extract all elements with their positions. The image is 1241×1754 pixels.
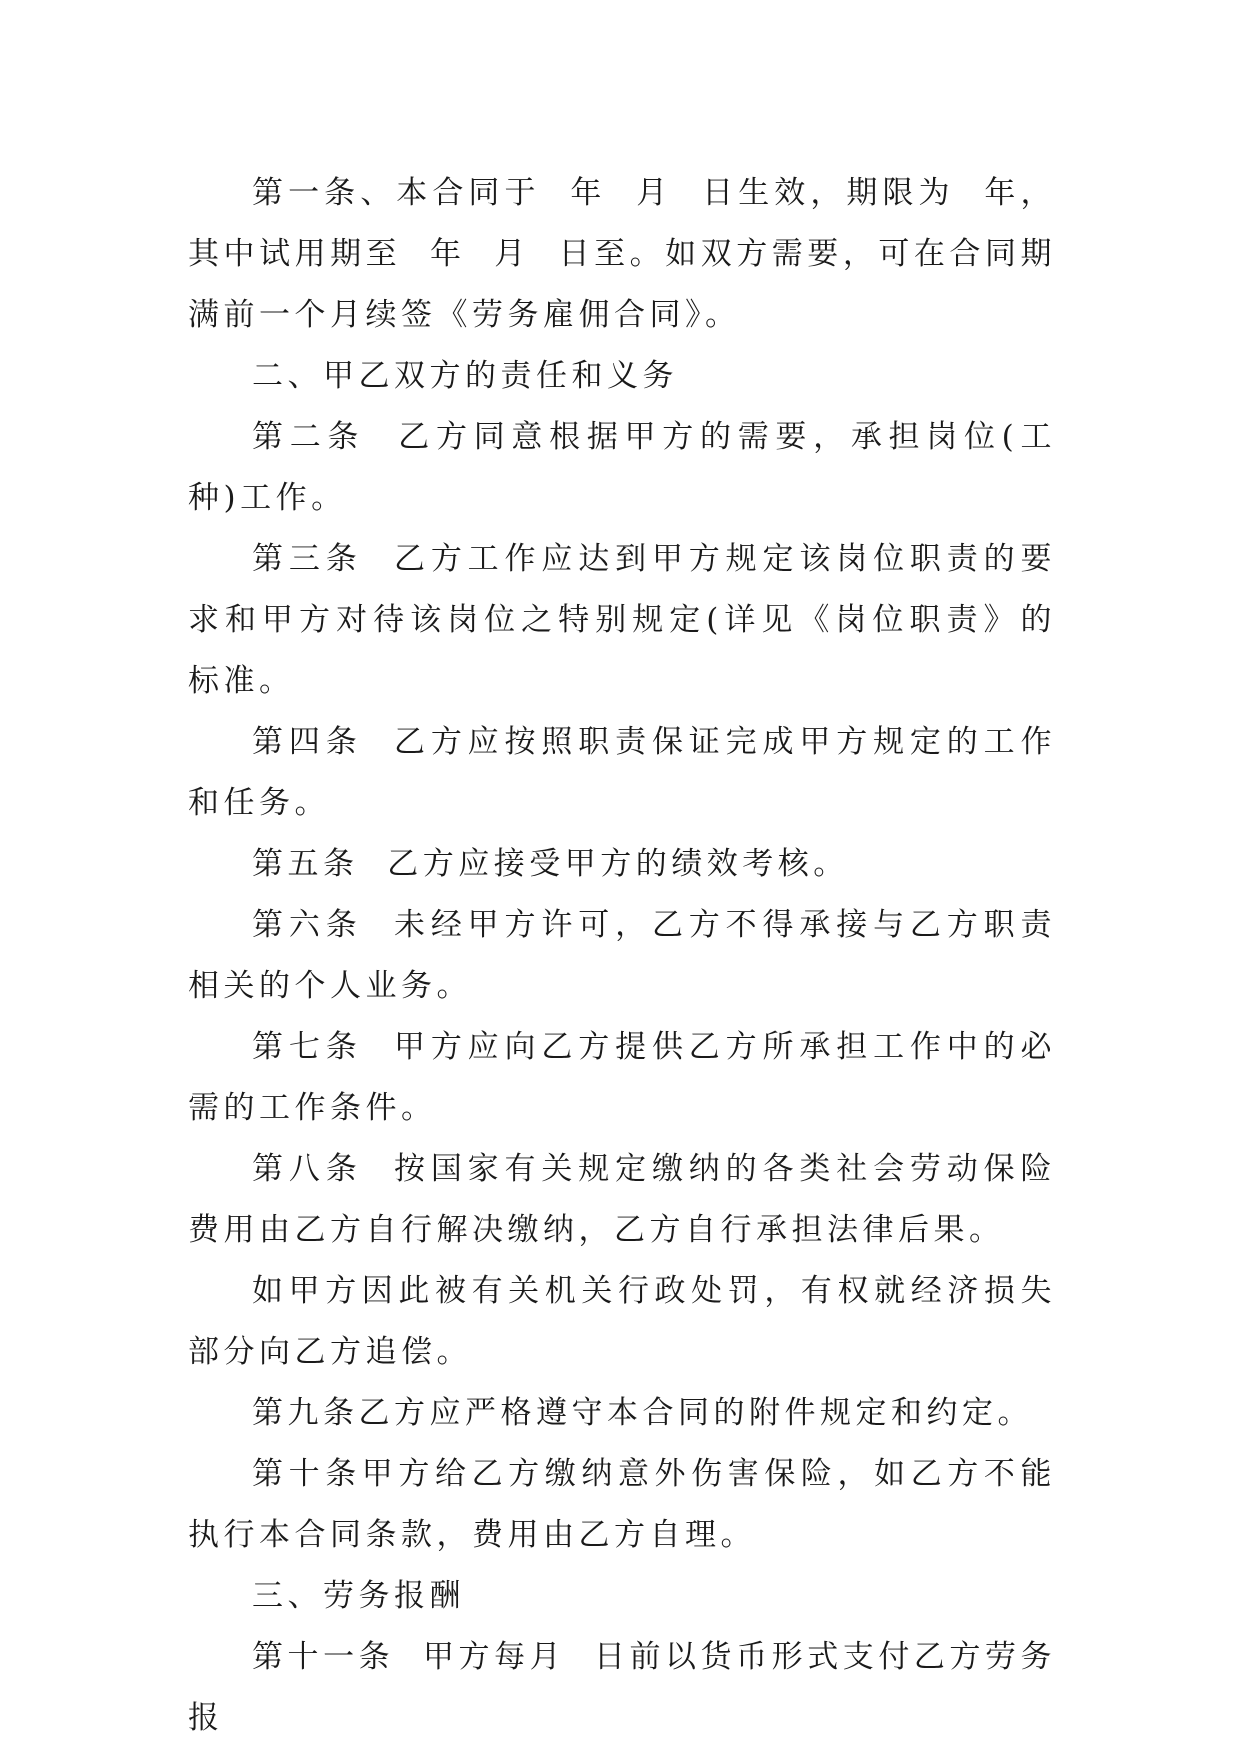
article-4-tasks: 第四条 乙方应按照职责保证完成甲方规定的工作和任务。 [188,724,1056,821]
article-10-accident-insurance: 第十条甲方给乙方缴纳意外伤害保险，如乙方不能执行本合同条款，费用由乙方自理。 [188,1456,1056,1553]
article-8-penalty-recovery: 如甲方因此被有关机关行政处罚，有权就经济损失部分向乙方追偿。 [188,1273,1056,1370]
article-9-compliance: 第九条乙方应严格遵守本合同的附件规定和约定。 [252,1395,1033,1431]
article-7-work-conditions: 第七条 甲方应向乙方提供乙方所承担工作中的必需的工作条件。 [188,1029,1056,1126]
article-5-assessment: 第五条 乙方应接受甲方的绩效考核。 [252,846,849,882]
article-6-outside-business: 第六条 未经甲方许可，乙方不得承接与乙方职责相关的个人业务。 [188,907,1056,1004]
section-heading-duties: 二、甲乙双方的责任和义务 [252,358,678,394]
contract-body [188,163,1056,1749]
article-1-effective-term: 第一条、本合同于 年 月 日生效，期限为 年，其中试用期至 年 月 日至。如双方需要，可在合同期满前一个月续签《劳务雇佣合同》。 [188,175,1056,333]
article-8-social-insurance: 第八条 按国家有关规定缴纳的各类社会劳动保险费用由乙方自行解决缴纳，乙方自行承担法律后果。 [188,1151,1056,1248]
article-11-payment: 第十一条 甲方每月 日前以货币形式支付乙方劳务报 [188,1639,1056,1736]
article-2-position: 第二条 乙方同意根据甲方的需要，承担岗位(工种)工作。 [188,419,1056,516]
section-heading-remuneration: 三、劳务报酬 [252,1578,465,1614]
article-3-requirements: 第三条 乙方工作应达到甲方规定该岗位职责的要求和甲方对待该岗位之特别规定(详见《岗位职责》的标准。 [188,541,1056,699]
